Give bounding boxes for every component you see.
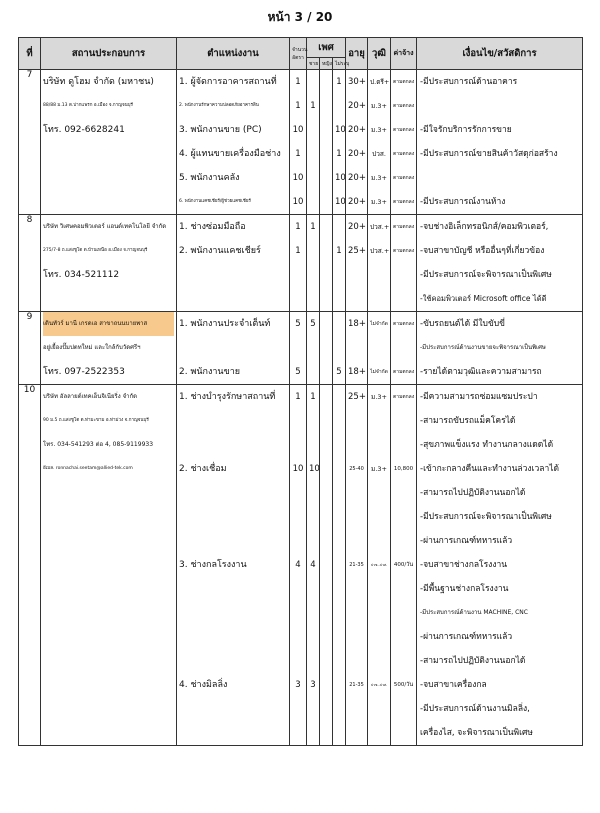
position: 1. ช่างซ่อมมือถือ	[179, 222, 246, 232]
wage-value: 500/วัน	[393, 682, 414, 688]
wage-value: ตามตกลง	[393, 321, 415, 327]
company-phone: โทร. 092-6628241	[43, 125, 125, 135]
female-value	[322, 239, 330, 263]
wage-value: ตามตกลง	[393, 199, 415, 205]
count-value: 1	[295, 149, 301, 159]
any-value: 5	[336, 367, 342, 377]
company-name: บริษัท วิเศษคอมพิวเตอร์ แอนด์เทคโนโลยี จำกัด	[43, 223, 167, 230]
page-number: หน้า 3 / 20	[267, 10, 333, 24]
male-cell	[307, 70, 320, 215]
wage-cell	[391, 215, 417, 312]
age-cell	[346, 312, 368, 385]
education-value: ม.3+	[371, 174, 387, 182]
any-value: 10	[335, 125, 346, 135]
female-cell	[320, 312, 333, 385]
age-value: 25-40	[349, 466, 364, 472]
condition-line: -มีประสบการณ์ขายสินค้าวัสดุก่อสร้าง	[420, 149, 558, 159]
position-cell	[177, 70, 290, 215]
company-name: บริษัท ดูโฮม จำกัด (มหาชน)	[43, 77, 154, 87]
position: 2. พนักงานขาย	[179, 367, 241, 377]
wage-value: ตามตกลง	[393, 224, 415, 230]
company-row-8	[19, 215, 583, 312]
condition-line: เครื่องไส, จะพิจารณาเป็นพิเศษ	[420, 728, 534, 738]
male-value	[309, 70, 317, 94]
condition-line: -มีใจรักบริการรักการขาย	[420, 125, 512, 135]
wage-cell	[391, 312, 417, 385]
education-cell	[368, 385, 391, 746]
position: 3. พนักงานขาย (PC)	[179, 125, 262, 135]
male-value	[309, 166, 317, 190]
position-cell	[177, 385, 290, 746]
age-value: 20+	[348, 173, 366, 183]
age-value: 20+	[348, 222, 366, 232]
male-cell	[307, 215, 320, 312]
female-value	[322, 385, 330, 409]
condition-line: -ผ่านการเกณฑ์ทหารแล้ว	[420, 632, 513, 642]
conditions-cell	[417, 215, 583, 312]
any-value	[335, 215, 343, 239]
wage-value: ตามตกลง	[393, 127, 415, 133]
male-value: 3	[310, 680, 316, 690]
position: 4. ช่างมิลลิ่ง	[179, 680, 228, 690]
age-value: 20+	[348, 197, 366, 207]
header-education: วุฒิ	[368, 38, 391, 70]
wage-value: ตามตกลง	[393, 369, 415, 375]
row-number: 7	[19, 70, 41, 215]
company-phone: โทร. 034-521112	[43, 270, 120, 280]
position: 2. ช่างเชื่อม	[179, 464, 227, 474]
male-value: 1	[310, 392, 316, 402]
position-cell	[177, 215, 290, 312]
count-value: 1	[295, 222, 301, 232]
female-cell	[320, 70, 333, 215]
count-value: 10	[292, 173, 304, 183]
condition-line: -มีประสบการณ์จะพิจารณาเป็นพิเศษ	[420, 270, 552, 280]
condition-line	[419, 94, 580, 118]
conditions-cell	[417, 70, 583, 215]
any-value: 1	[336, 77, 342, 87]
header-company: สถานประกอบการ	[41, 38, 177, 70]
count-cell	[290, 385, 307, 746]
count-value: 1	[295, 246, 301, 256]
any-value	[335, 312, 343, 336]
condition-line: -ผ่านการเกณฑ์ทหารแล้ว	[420, 536, 513, 546]
condition-line: -เข้ากะกลางคืนและทำงานล่วงเวลาได้	[420, 464, 560, 474]
position: 1. ช่างบำรุงรักษาสถานที่	[179, 392, 276, 402]
male-value: 10	[309, 464, 320, 474]
wage-cell	[391, 385, 417, 746]
header-count: จำนวน อัตรา	[290, 38, 307, 70]
position: 4. ผู้แทนขายเครื่องมือช่าง	[179, 149, 281, 159]
condition-line: -มีพื้นฐานช่างกลโรงงาน	[420, 584, 509, 594]
age-value: 20+	[348, 149, 366, 159]
count-value: 4	[295, 560, 301, 570]
row-number: 10	[19, 385, 41, 746]
count-value: 10	[292, 197, 304, 207]
position: 5. พนักงานคลัง	[179, 173, 240, 183]
condition-line: -มีประสบการณ์ด้านงานขายจะพิจารณาเป็นพิเศษ	[420, 344, 546, 351]
wage-value: 400/วัน	[393, 562, 414, 568]
company-address: 90 ม.5 ถ.แสงชูโต ต.ท่ามะขาม อ.ท่าม่วง จ.กาญจนบุรี	[43, 418, 149, 423]
company-phone: โทร. 034-541293 ต่อ 4, 085-9119933	[43, 441, 154, 448]
any-gender-cell	[333, 215, 346, 312]
male-value: 1	[310, 101, 316, 111]
age-cell	[346, 215, 368, 312]
position: 2. พนักงานรักษาความปลอดภัยอาคารสิน	[179, 103, 259, 108]
condition-line: -รายได้ตามวุฒิและความสามารถ	[420, 367, 542, 377]
company-cell	[41, 312, 177, 385]
education-cell	[368, 215, 391, 312]
header-male: ชาย	[307, 58, 320, 70]
header-female: หญิง	[320, 58, 333, 70]
company-email: อีเมล. ronnachai.seetam@allied-tek.com	[43, 466, 133, 471]
education-cell	[368, 312, 391, 385]
condition-line: -สามารถขับรถแม็คโครได้	[420, 416, 516, 426]
education-value: ม.3+	[371, 198, 387, 206]
age-value: 30+	[348, 77, 366, 87]
any-value: 10	[335, 197, 346, 207]
count-value: 5	[295, 367, 301, 377]
any-value: 10	[335, 173, 346, 183]
age-value: 25+	[348, 392, 366, 402]
count-value: 5	[295, 319, 301, 329]
education-value: ป.ตรี+	[370, 78, 390, 86]
education-cell	[368, 70, 391, 215]
company-cell	[41, 70, 177, 215]
any-gender-cell	[333, 312, 346, 385]
age-value: 18+	[348, 367, 366, 377]
age-value: 25+	[348, 246, 366, 256]
female-value	[322, 142, 330, 166]
row-number: 8	[19, 215, 41, 312]
male-value	[309, 142, 317, 166]
male-value	[309, 190, 317, 214]
count-value: 1	[295, 392, 301, 402]
company-name: เดินทัวร์ มานี เกรดเอ สาขาถนนบายพาส	[43, 312, 174, 336]
female-cell	[320, 385, 333, 746]
condition-line: -จบสาขาช่างกลโรงงาน	[420, 560, 508, 570]
wage-value: ตามตกลง	[393, 79, 415, 85]
condition-line: -จบสาขาบัญชี หรืออื่นๆที่เกี่ยวข้อง	[420, 246, 545, 256]
company-phone: โทร. 097-2522353	[43, 367, 125, 377]
male-cell	[307, 312, 320, 385]
female-value	[322, 215, 330, 239]
female-value	[322, 70, 330, 94]
male-value: 1	[310, 222, 316, 232]
female-value	[322, 312, 330, 336]
wage-cell	[391, 70, 417, 215]
female-value	[322, 166, 330, 190]
wage-value: ตามตกลง	[393, 248, 415, 254]
condition-line: -ขับรถยนต์ได้ มีใบขับขี่	[420, 319, 505, 329]
female-value	[322, 94, 330, 118]
female-value	[322, 190, 330, 214]
header-wage: ค่าจ้าง	[391, 38, 417, 70]
education-value: ปวช.-ปวส.	[370, 563, 388, 567]
position: 3. ช่างกลโรงงาน	[179, 560, 247, 570]
any-gender-cell	[333, 70, 346, 215]
male-value: 4	[310, 560, 316, 570]
row-number: 9	[19, 312, 41, 385]
education-value: ไม่จำกัด	[370, 321, 388, 327]
count-value: 1	[295, 77, 301, 87]
education-value: ปวส.	[372, 150, 386, 158]
any-value: 1	[336, 149, 342, 159]
condition-line: -ใช้คอมพิวเตอร์ Microsoft office ได้ดี	[420, 294, 547, 303]
education-value: ม.3+	[371, 102, 387, 110]
age-cell	[346, 385, 368, 746]
wage-value: ตามตกลง	[393, 151, 415, 157]
age-value: 21-35	[349, 562, 364, 568]
header-conditions: เงื่อนไข/สวัสดิการ	[417, 38, 583, 70]
age-value: 18+	[348, 319, 366, 329]
company-row-10	[19, 385, 583, 746]
wage-value: ตามตกลง	[393, 175, 415, 181]
male-value	[309, 360, 317, 384]
any-value	[335, 385, 343, 409]
condition-line: -จบช่างอิเล็กทรอนิกส์/คอมพิวเตอร์,	[420, 222, 549, 232]
age-value: 21-35	[349, 682, 364, 688]
count-value: 10	[292, 464, 304, 474]
any-gender-cell	[333, 385, 346, 746]
age-cell	[346, 70, 368, 215]
any-value	[335, 94, 343, 118]
header-no: ที่	[19, 38, 41, 70]
header-any: ไม่ระบุ	[333, 58, 346, 70]
job-listing-table	[18, 37, 583, 746]
header-age: อายุ	[346, 38, 368, 70]
male-cell	[307, 385, 320, 746]
company-address: 88/88 ม.13 ต.ปากแพรก อ.เมือง จ.กาญจนบุรี	[43, 103, 133, 108]
education-value: ม.3+	[371, 126, 387, 134]
count-cell	[290, 70, 307, 215]
count-value: 10	[292, 125, 304, 135]
count-cell	[290, 215, 307, 312]
male-value: 5	[310, 319, 316, 329]
condition-line: -สุขภาพแข็งแรง ทำงานกลางแดดได้	[420, 440, 554, 450]
header-gender: เพศ	[307, 38, 346, 58]
position: 2. พนักงานแคชเชียร์	[179, 246, 261, 256]
company-name: บริษัท อัลลายด์เทคเอ็นจิเนียริ่ง จำกัด	[43, 393, 138, 400]
position-cell	[177, 312, 290, 385]
education-value: ปวส.+	[370, 223, 390, 231]
company-row-7	[19, 70, 583, 215]
condition-line: -มีความสามารถซ่อมแซมประปา	[420, 392, 538, 402]
count-value: 1	[295, 101, 301, 111]
condition-line: -สามารถไปปฏิบัติงานนอกได้	[420, 656, 526, 666]
company-cell	[41, 215, 177, 312]
education-value: ปวช.-ปวส.	[370, 683, 388, 687]
any-value: 1	[336, 246, 342, 256]
company-address: อยู่เยื้องปั๊มปตทใหม่ และใกล้กับวัดศรีฯ	[43, 344, 141, 351]
education-value: ม.3+	[371, 393, 387, 401]
wage-value: 10,800	[393, 466, 414, 472]
condition-line: -มีประสบการณ์จะพิจารณาเป็นพิเศษ	[420, 512, 552, 522]
male-value	[309, 239, 317, 263]
position: 6. พนักงานแคชเชียร์/ผู้ช่วยแคชเชียร์	[179, 199, 251, 204]
count-cell	[290, 312, 307, 385]
wage-value: ตามตกลง	[393, 103, 415, 109]
female-value	[322, 360, 330, 384]
conditions-cell	[417, 385, 583, 746]
count-value: 3	[295, 680, 301, 690]
conditions-cell	[417, 312, 583, 385]
position: 1. ผู้จัดการอาคารสถานที่	[179, 77, 277, 87]
education-value: ไม่จำกัด	[370, 369, 388, 375]
position: 1. พนักงานประจำเต็นท์	[179, 319, 271, 329]
header-position: ตำแหน่งงาน	[177, 38, 290, 70]
company-address: 275/7-8 ถ.แสงชูโต ต.บ้านเหนือ อ.เมือง จ.กาญจนบุรี	[43, 248, 148, 253]
age-value: 20+	[348, 101, 366, 111]
condition-line: -จบสาขาเครื่องกล	[420, 680, 487, 690]
company-row-9	[19, 312, 583, 385]
age-value: 20+	[348, 125, 366, 135]
condition-line: -มีประสบการณ์ด้านงาน MACHINE, CNC	[420, 609, 528, 616]
condition-line: -สามารถไปปฏิบัติงานนอกได้	[420, 488, 526, 498]
condition-line: -มีประสบการณ์ด้านอาคาร	[420, 77, 518, 87]
condition-line: -มีประสบการณ์งานห้าง	[420, 197, 506, 207]
condition-line: -มีประสบการณ์ด้านงานมิลลิ่ง,	[420, 704, 530, 714]
education-value: ปวส.+	[370, 247, 390, 255]
male-value	[309, 118, 317, 142]
wage-value: ตามตกลง	[393, 394, 415, 400]
education-value: ม.3+	[371, 465, 387, 473]
condition-line	[419, 166, 580, 190]
female-value	[322, 118, 330, 142]
female-cell	[320, 215, 333, 312]
company-cell	[41, 385, 177, 746]
